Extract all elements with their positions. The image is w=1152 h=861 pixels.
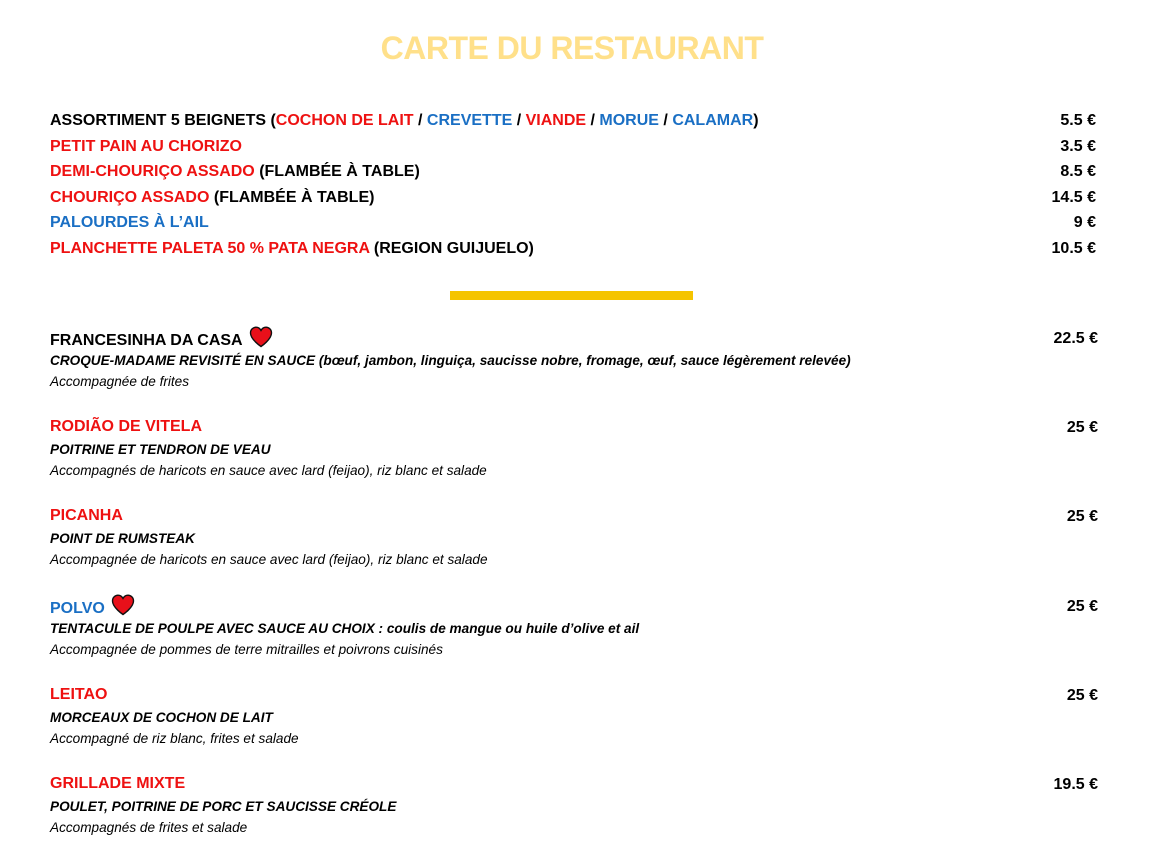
- starter-price: 14.5 €: [1051, 188, 1096, 206]
- dish-item: [50, 415, 1100, 504]
- dish-item: [50, 683, 1100, 772]
- starter-price: 8.5 €: [1060, 163, 1096, 181]
- dish-price: 25 €: [1066, 508, 1098, 526]
- starter-price: 10.5 €: [1051, 239, 1096, 257]
- dish-item: [50, 504, 1100, 593]
- dish-name: LEITAO: [50, 685, 108, 703]
- dish-name: PICANHA: [50, 507, 123, 525]
- dish-name: POLVO: [50, 599, 105, 617]
- main-dishes-list: [50, 326, 1100, 861]
- dish-name: FRANCESINHA DA CASA: [50, 332, 243, 349]
- dish-name-line: [50, 504, 1100, 528]
- dish-description: POINT DE RUMSTEAK: [50, 531, 196, 547]
- dish-name-line: [50, 415, 1100, 439]
- dish-item: [50, 326, 1100, 415]
- starter-name: PALOURDES À L’AIL: [50, 214, 209, 232]
- starter-name: PETIT PAIN AU CHORIZO: [50, 137, 242, 155]
- dish-price: 19.5 €: [1053, 775, 1098, 793]
- dish-side: Accompagnée de haricots en sauce avec lard (feijao), riz blanc et salade: [50, 552, 488, 568]
- starter-row: [50, 210, 1100, 236]
- section-divider: [450, 291, 693, 300]
- starter-price: 3.5 €: [1060, 137, 1096, 155]
- dish-name-line: [50, 594, 1100, 618]
- separator: /: [658, 112, 673, 129]
- filling-calamar: CALAMAR: [672, 112, 754, 129]
- starter-note: (FLAMBÉE À TABLE): [254, 163, 420, 181]
- dish-side: Accompagné de riz blanc, frites et salade: [50, 730, 299, 746]
- dish-name-line: [50, 772, 1100, 796]
- starter-note: (REGION GUIJUELO): [369, 239, 534, 257]
- starter-name-prefix: ASSORTIMENT 5 BEIGNETS (: [50, 112, 276, 129]
- filling-crevette: CREVETTE: [426, 112, 513, 129]
- dish-item: [50, 772, 1100, 861]
- dish-description: POITRINE ET TENDRON DE VEAU: [50, 442, 271, 458]
- starter-note: (FLAMBÉE À TABLE): [209, 188, 375, 206]
- starter-price: 9 €: [1073, 214, 1096, 232]
- dish-name-line: [50, 326, 1100, 350]
- dish-price: 25 €: [1066, 597, 1098, 615]
- dish-name: RODIÃO DE VITELA: [50, 418, 203, 436]
- dish-description: POULET, POITRINE DE PORC ET SAUCISSE CRÉOLE: [50, 798, 397, 814]
- starter-row: [50, 236, 1100, 262]
- starter-name: DEMI-CHOURIÇO ASSADO: [50, 163, 255, 181]
- page-title: CARTE DU RESTAURANT: [380, 30, 764, 66]
- starter-row: [50, 185, 1100, 211]
- starter-name: [50, 112, 759, 129]
- dish-price: 25 €: [1066, 686, 1098, 704]
- dish-description: TENTACULE DE POULPE AVEC SAUCE AU CHOIX : coulis de mangue ou huile d’olive et ail: [50, 620, 640, 636]
- dish-side: Accompagnée de frites: [50, 374, 190, 389]
- separator: /: [413, 112, 427, 129]
- filling-morue: MORUE: [599, 112, 659, 129]
- starter-price: 5.5 €: [1060, 112, 1096, 129]
- dish-price: 25 €: [1066, 419, 1098, 437]
- dish-side: Accompagnée de pommes de terre mitrailles et poivrons cuisinés: [50, 641, 443, 657]
- dish-item: [50, 594, 1100, 683]
- starter-row: [50, 159, 1100, 185]
- dish-side: Accompagnés de haricots en sauce avec lard (feijao), riz blanc et salade: [50, 463, 487, 479]
- starter-name: CHOURIÇO ASSADO: [50, 188, 210, 206]
- closing-paren: ): [753, 112, 759, 129]
- dish-description: CROQUE-MADAME REVISITÉ EN SAUCE (bœuf, jambon, linguiça, saucisse nobre, fromage, œuf, sauce légèrement relevée): [50, 353, 851, 368]
- dish-price: 22.5 €: [1053, 330, 1098, 347]
- dish-name-line: [50, 683, 1100, 707]
- dish-side: Accompagnés de frites et salade: [50, 819, 248, 835]
- starter-row: [50, 108, 1100, 134]
- filling-cochon-de-lait: COCHON DE LAIT: [275, 112, 414, 129]
- filling-viande: VIANDE: [525, 112, 587, 129]
- starter-row: [50, 134, 1100, 160]
- separator: /: [512, 112, 526, 129]
- starter-name: PLANCHETTE PALETA 50 % PATA NEGRA: [50, 239, 370, 257]
- separator: /: [586, 112, 600, 129]
- dish-name: GRILLADE MIXTE: [50, 774, 186, 792]
- starters-list: [50, 108, 1100, 262]
- dish-description: MORCEAUX DE COCHON DE LAIT: [50, 709, 273, 725]
